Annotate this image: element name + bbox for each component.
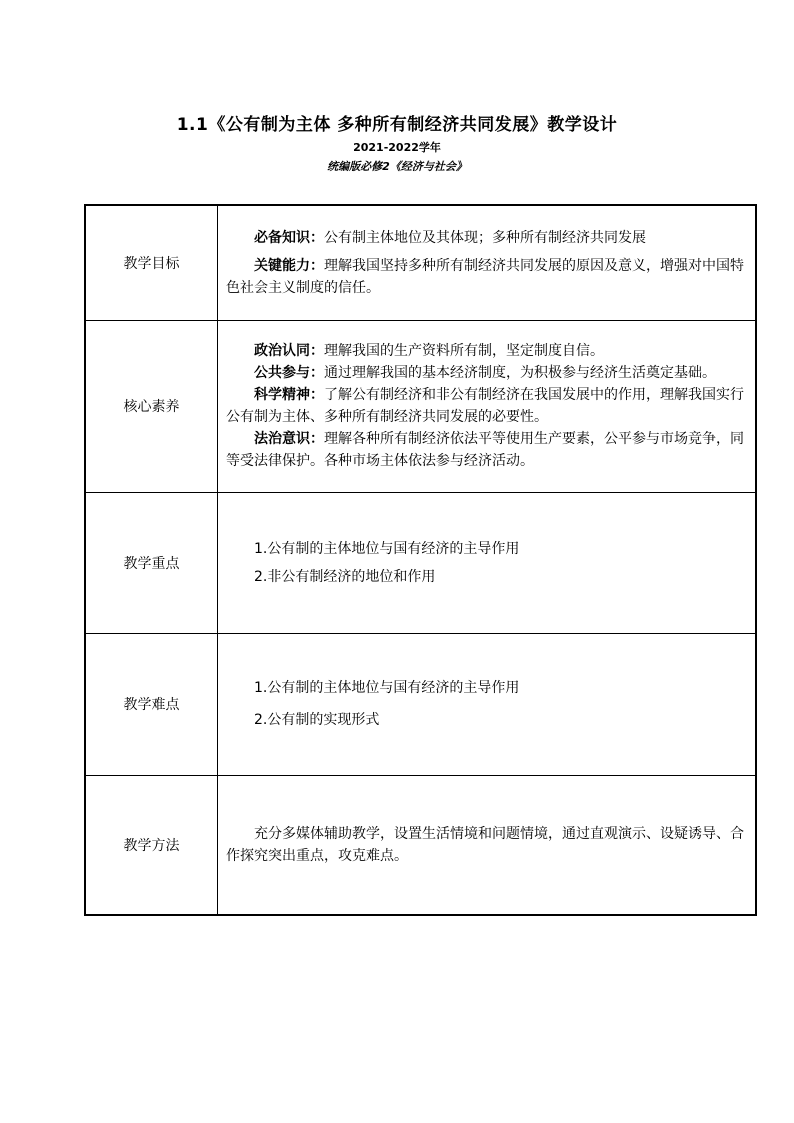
public-term: 公共参与：	[254, 365, 324, 381]
key-point-item: 1.公有制的主体地位与国有经济的主导作用	[254, 540, 520, 557]
table-row-methods	[85, 775, 756, 915]
political-paragraph	[226, 340, 747, 362]
ability-text: 理解我国坚持多种所有制经济共同发展的原因及意义，增强对中国特色社会主义制度的信任。	[226, 257, 744, 296]
knowledge-term: 必备知识：	[254, 229, 324, 246]
key-point-item: 2.非公有制经济的地位和作用	[254, 568, 436, 585]
ability-term: 关键能力：	[254, 257, 324, 274]
knowledge-text: 公有制主体地位及其体现；多种所有制经济共同发展	[324, 229, 646, 246]
science-term: 科学精神：	[254, 387, 324, 403]
document-title: 1.1《公有制为主体 多种所有制经济共同发展》教学设计	[176, 115, 618, 135]
knowledge-paragraph	[226, 227, 747, 249]
objectives-content	[218, 205, 757, 320]
lesson-plan-table	[84, 204, 757, 916]
key-points-label: 教学重点	[85, 492, 218, 633]
law-paragraph	[226, 428, 747, 472]
ability-paragraph	[226, 255, 747, 299]
table-row-objectives	[85, 205, 756, 320]
political-text: 理解我国的生产资料所有制，坚定制度自信。	[324, 343, 604, 359]
difficulty-item: 1.公有制的主体地位与国有经济的主导作用	[254, 680, 520, 696]
literacy-label: 核心素养	[85, 320, 218, 492]
textbook-edition: 统编版必修2《经济与社会》	[327, 160, 467, 173]
public-paragraph	[226, 362, 747, 384]
difficulty-item: 2.公有制的实现形式	[254, 712, 380, 728]
difficulties-content	[218, 633, 757, 775]
law-term: 法治意识：	[254, 431, 324, 447]
literacy-content	[218, 320, 757, 492]
political-term: 政治认同：	[254, 343, 324, 359]
science-paragraph	[226, 384, 747, 428]
objectives-label: 教学目标	[85, 205, 218, 320]
key-points-content	[218, 492, 757, 633]
table-row-difficulties	[85, 633, 756, 775]
science-text: 了解公有制经济和非公有制经济在我国发展中的作用，理解我国实行公有制为主体、多种所有制经济共同发展的必要性。	[226, 387, 744, 425]
school-year: 2021-2022学年	[353, 141, 441, 154]
table-row-key-points	[85, 492, 756, 633]
methods-label: 教学方法	[85, 775, 218, 915]
difficulties-label: 教学难点	[85, 633, 218, 775]
law-text: 理解各种所有制经济依法平等使用生产要素，公平参与市场竞争，同等受法律保护。各种市场主体依法参与经济活动。	[226, 431, 744, 469]
methods-content	[218, 775, 757, 915]
public-text: 通过理解我国的基本经济制度，为积极参与经济生活奠定基础。	[324, 365, 716, 381]
table-row-literacy	[85, 320, 756, 492]
methods-text: 充分多媒体辅助教学，设置生活情境和问题情境，通过直观演示、设疑诱导、合作探究突出重点，攻克难点。	[226, 825, 744, 864]
